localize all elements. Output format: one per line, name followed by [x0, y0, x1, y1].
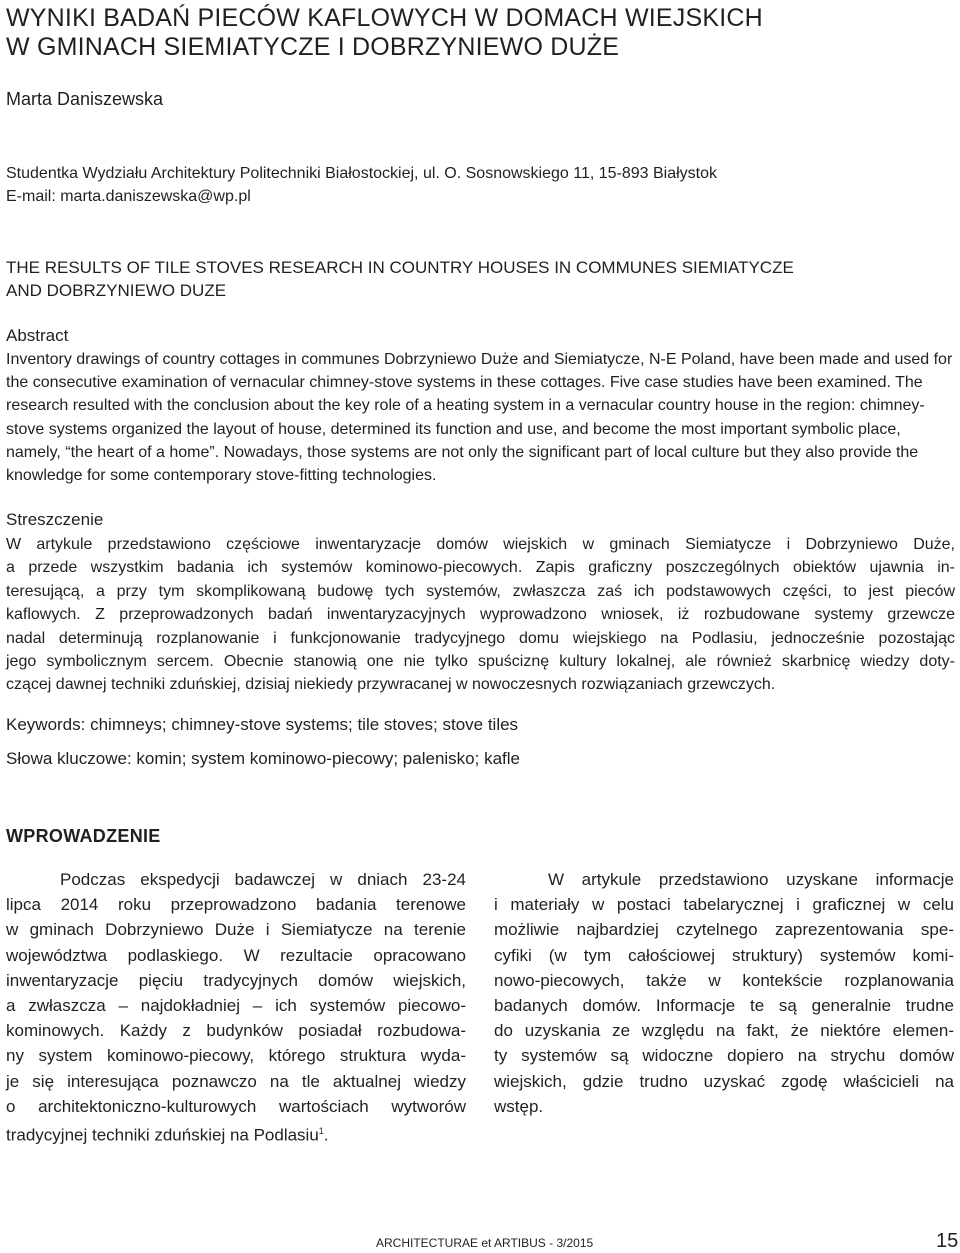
keywords-pl: Słowa kluczowe: komin; system kominowo-piecowy; palenisko; kafle: [6, 749, 520, 768]
streszczenie-line: czącej dawnej techniki zduńskiej, dzisiaj niekiedy przywracanej w nowoczesnych rozwiązaniach grzewczych.: [6, 676, 776, 694]
right-column-line: do uzyskania ze względu na fakt, że niektóre elemen-: [494, 1021, 954, 1041]
right-column-line: badanych domów. Informacje te są generalnie trudne: [494, 996, 954, 1016]
left-column-last-line: [6, 1119, 466, 1148]
left-column-line: w gminach Dobrzyniewo Duże i Siemiatycze na terenie: [6, 920, 466, 940]
english-title-line-1: THE RESULTS OF TILE STOVES RESEARCH IN COUNTRY HOUSES IN COMMUNES SIEMIATYCZE: [6, 258, 794, 277]
left-column-line: województwa podlaskiego. W rezultacie opracowano: [6, 945, 466, 965]
left-column: [6, 867, 466, 1148]
page-number: 15: [936, 1230, 959, 1252]
right-column-line: wstęp.: [494, 1096, 544, 1116]
affiliation-block: [6, 162, 717, 208]
left-column-line: o architektoniczno-kulturowych wartościach wytworów: [6, 1096, 466, 1116]
title-line-1: WYNIKI BADAŃ PIECÓW KAFLOWYCH W DOMACH WIEJSKICH: [6, 4, 763, 32]
streszczenie-line: teresującą, a przy tym skomplikowaną budowę tych systemów, zwłaszcza zaś ich podstawowych części, to jest pieców: [6, 582, 955, 600]
streszczenie-text: [6, 533, 955, 697]
streszczenie-line: a przede wszystkim badania ich systemów kominowo-piecowych. Zapis graficzny poszczególnych obiektów ujawnia in-: [6, 559, 955, 577]
streszczenie-line: nadal determinują rozplanowanie i funkcjonowanie tradycyjnego domu wiejskiego na Podlasiu, jednocześnie pozostając: [6, 629, 955, 647]
left-column-line: inwentaryzacje pięciu tradycyjnych domów wiejskich,: [6, 970, 466, 990]
streszczenie-line: W artykule przedstawiono częściowe inwentaryzacje domów wiejskich w gminach Siemiatycze i Dobrzyniewo Duże,: [6, 536, 955, 553]
left-column-line: lipca 2014 roku przeprowadzono badania terenowe: [6, 895, 466, 915]
streszczenie-line: kaflowych. Z przeprowadzonych badań inwentaryzacyjnych wyprowadzono wniosek, iż rozbudowane systemy grzewcze: [6, 606, 955, 624]
streszczenie-heading: Streszczenie: [6, 510, 104, 529]
sentence-end: .: [323, 1125, 329, 1145]
right-column-line: nowo-piecowych, także w kontekście rozplanowania: [494, 970, 954, 990]
right-column-line: i materiały w postaci tabelarycznej i graficznej w celu: [494, 895, 954, 915]
right-column-line: W artykule przedstawiono uzyskane informacje: [548, 870, 954, 889]
streszczenie-line: jego symbolicznym sercem. Obecnie stanowią one nie tylko spuściznę kultury lokalnej, ale również skarbnicę wiedzy doty-: [6, 653, 955, 671]
left-column-line: tradycyjnej techniki zduńskiej na Podlasiu: [6, 1125, 319, 1145]
right-column-line: cyfiki (w tym całościowej struktury) systemów komi-: [494, 945, 954, 965]
affiliation: Studentka Wydziału Architektury Politechniki Białostockiej, ul. O. Sosnowskiego 11, 15-893 Białystok: [6, 165, 718, 182]
abstract-text: Inventory drawings of country cottages in communes Dobrzyniewo Duże and Siemiatycze, N-E Poland, have been made and used for the consecutive examination of vernacular chimney-stove systems in these cottages. Five case studies have been examined. The research resulted with the conclusion about the key role of a heating system in a vernacular country house in the region: chimney-stove systems organized the layout of house, determined its function and use, and become the most important symbolic place, namely, “the heart of a home”. Nowadays, those systems are not only the significant part of local culture but they also provide the knowledge for some contemporary stove-fitting technologies.: [6, 351, 953, 485]
left-column-line: Podczas ekspedycji badawczej w dniach 23-24: [60, 870, 466, 889]
english-title-line-2: AND DOBRZYNIEWO DUZE: [6, 281, 227, 300]
title-line-2: W GMINACH SIEMIATYCZE I DOBRZYNIEWO DUŻE: [6, 33, 620, 61]
right-column-line: wiejskich, gdzie trudno uzyskać zgodę właścicieli na: [494, 1071, 954, 1091]
author-name: Marta Daniszewska: [6, 89, 164, 109]
footnote-marker[interactable]: 1: [318, 1126, 324, 1137]
paper-title: [6, 4, 946, 62]
section-heading: WPROWADZENIE: [6, 826, 161, 846]
abstract-heading: Abstract: [6, 326, 69, 345]
right-column: [494, 867, 954, 1119]
right-column-line: ty systemów są widoczne dopiero na strychu domów: [494, 1046, 954, 1066]
author-email: E-mail: marta.daniszewska@wp.pl: [6, 188, 251, 205]
english-title: [6, 256, 946, 302]
keywords-en: Keywords: chimneys; chimney-stove systems; tile stoves; stove tiles: [6, 715, 519, 734]
left-column-line: a zwłaszcza – najdokładniej – ich systemów piecowo-: [6, 996, 466, 1016]
left-column-line: kominowych. Każdy z budynków posiadał rozbudowa-: [6, 1021, 466, 1041]
right-column-line: możliwie najbardziej czytelnego zaprezentowania spe-: [494, 920, 954, 940]
left-column-line: je się interesująca poznawczo na tle aktualnej wiedzy: [6, 1071, 466, 1091]
journal-footer: ARCHITECTURAE et ARTIBUS - 3/2015: [376, 1236, 594, 1250]
left-column-line: ny system kominowo-piecowy, którego struktura wyda-: [6, 1046, 466, 1066]
